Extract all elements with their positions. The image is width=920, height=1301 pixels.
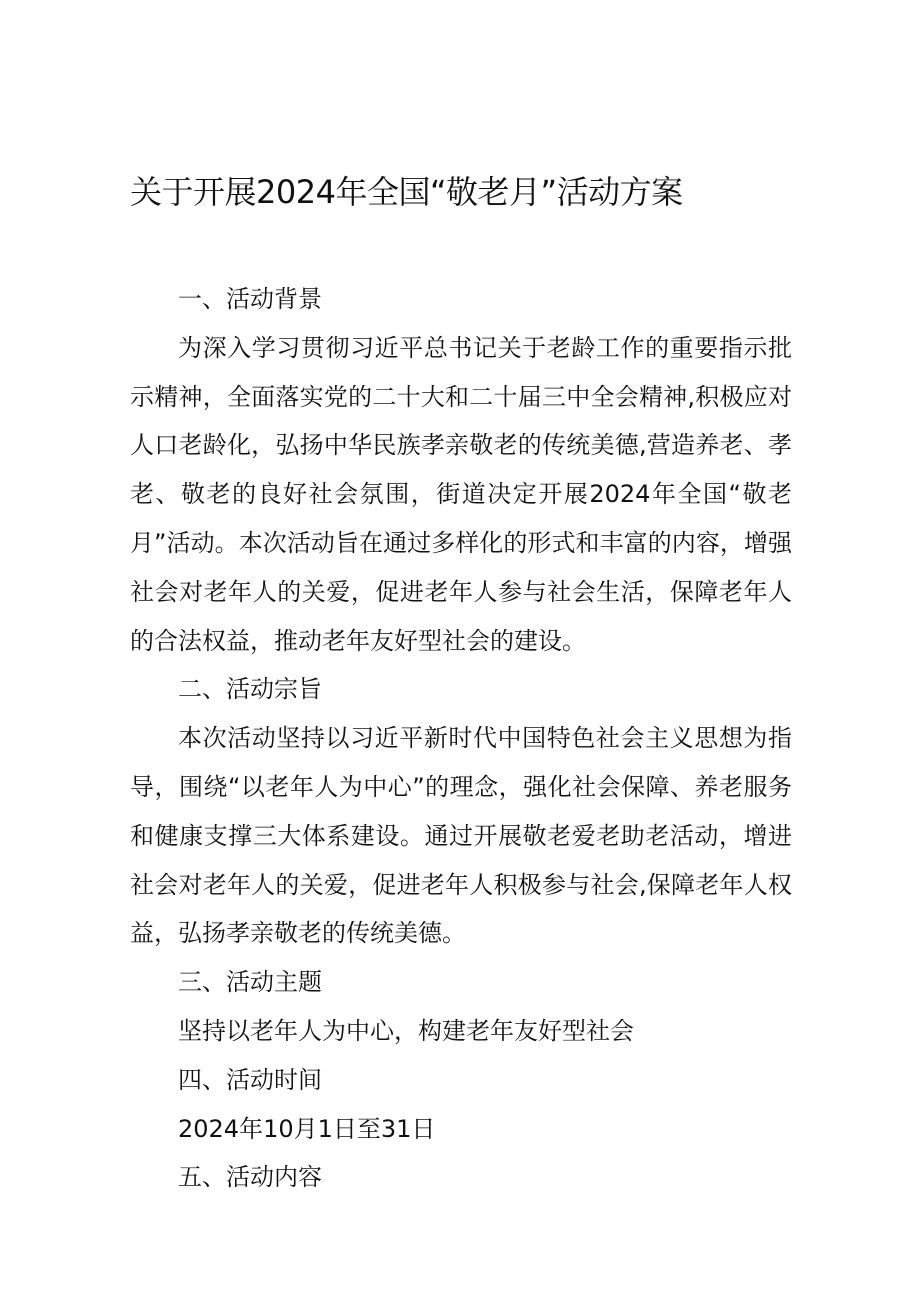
paragraph-background: 为深入学习贯彻习近平总书记关于老龄工作的重要指示批示精神，全面落实党的二十大和二十届三中全会精神,积极应对人口老龄化，弘扬中华民族孝亲敬老的传统美德,营造养老、孝老、敬老的良好社会氛围，街道决定开展2024年全国“敬老月”活动。本次活动旨在通过多样化的形式和丰富的内容，增强社会对老年人的关爱，促进老年人参与社会生活，保障老年人的合法权益，推动老年友好型社会的建设。 — [130, 333, 792, 655]
paragraph-time: 2024年10月1日至31日 — [178, 1114, 436, 1143]
section-heading-content: 五、活动内容 — [178, 1163, 322, 1192]
section-heading-purpose: 二、活动宗旨 — [178, 675, 322, 704]
document-title: 关于开展2024年全国“敬老月”活动方案 — [130, 173, 683, 211]
section-heading-theme: 三、活动主题 — [178, 968, 322, 997]
section-heading-time: 四、活动时间 — [178, 1065, 322, 1094]
paragraph-purpose: 本次活动坚持以习近平新时代中国特色社会主义思想为指导，围绕“以老年人为中心”的理念，强化社会保障、养老服务和健康支撑三大体系建设。通过开展敬老爱老助老活动，增进社会对老年人的关爱，促进老年人积极参与社会,保障老年人权益，弘扬孝亲敬老的传统美德。 — [130, 724, 792, 948]
paragraph-theme: 坚持以老年人为中心，构建老年友好型社会 — [178, 1016, 634, 1045]
document-body — [130, 275, 792, 1202]
section-heading-background: 一、活动背景 — [178, 285, 322, 313]
